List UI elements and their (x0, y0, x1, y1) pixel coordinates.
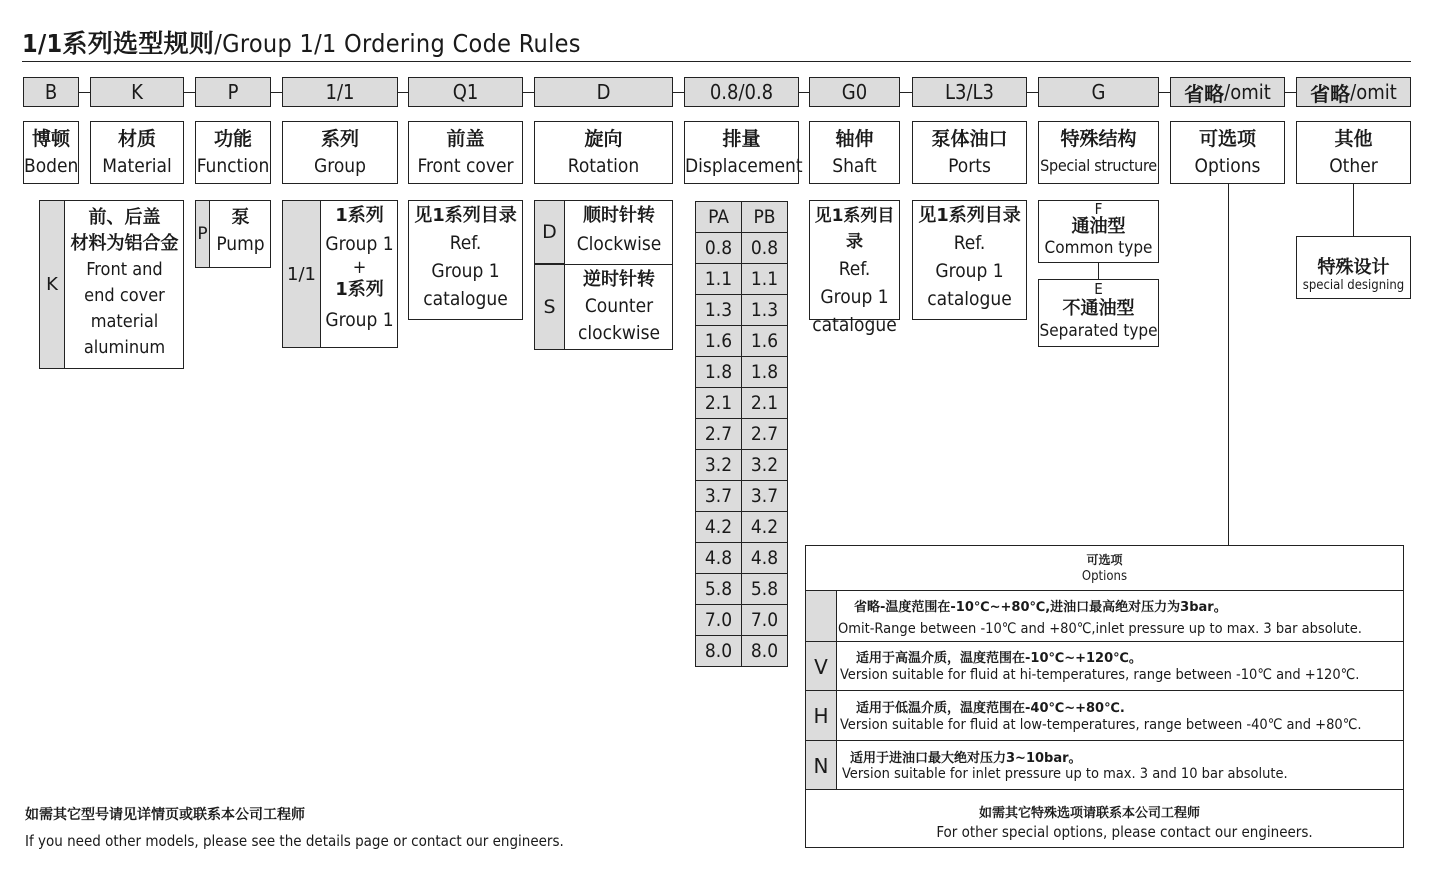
displacement-pb-value: 1.6 (742, 326, 788, 357)
displacement-pa-value: 4.8 (696, 543, 742, 574)
displacement-pb-value: 2.7 (742, 419, 788, 450)
header-shaft (809, 121, 900, 184)
option-zh: 适用于进油口最大绝对压力3~10bar。 (850, 751, 1082, 766)
header-rotation (534, 121, 673, 184)
material-text (66, 205, 183, 361)
shaft-zh: 见1系列目录 (814, 206, 895, 252)
displacement-header-pb: PB (742, 202, 788, 233)
rotation-option-cw (566, 203, 672, 259)
header-zh: 轴伸 (835, 127, 874, 150)
material-en-line: aluminum (83, 337, 166, 358)
front-cover-en-line: Ref. (449, 232, 482, 254)
header-brand (23, 121, 79, 184)
displacement-row (696, 233, 788, 264)
material-en-line: Front and (86, 259, 163, 280)
other-connector (1353, 184, 1354, 236)
displacement-pa-value: 7.0 (696, 605, 742, 636)
options-table (805, 545, 1404, 848)
code-text: 0.8/0.8 (709, 80, 774, 104)
displacement-row (696, 388, 788, 419)
displacement-row (696, 574, 788, 605)
displacement-pa-value: 3.7 (696, 481, 742, 512)
displacement-pb-value: 2.1 (742, 388, 788, 419)
option-zh: 适用于高温介质，温度范围在-10℃~+120℃。 (856, 651, 1142, 666)
header-zh: 功能 (213, 127, 252, 150)
footnote-zh: 如需其它型号请见详情页或联系本公司工程师 (25, 807, 305, 823)
special-en: Separated type (1039, 321, 1158, 341)
group-en-line: Group 1 (325, 309, 394, 331)
displacement-pb-value: 1.1 (742, 264, 788, 295)
options-table-header-en: Options (1081, 569, 1128, 584)
header-special (1038, 121, 1159, 184)
code-box-ports (912, 77, 1027, 107)
options-table-header-zh: 可选项 (1086, 553, 1123, 567)
displacement-row (696, 357, 788, 388)
code-text: D (596, 80, 611, 104)
material-en-line: material (90, 311, 159, 332)
displacement-pb-value: 4.8 (742, 543, 788, 574)
rotation-detail (534, 200, 673, 350)
displacement-row (696, 326, 788, 357)
displacement-row (696, 512, 788, 543)
front-cover-zh: 见1系列目录 (414, 205, 517, 226)
ports-en-line: Ref. (953, 232, 986, 254)
group-detail (282, 200, 398, 348)
header-function (195, 121, 271, 184)
page-title (22, 24, 581, 60)
code-text: B (44, 80, 58, 104)
function-text (211, 205, 270, 257)
code-text-zh: 省略 (1310, 81, 1351, 106)
rotation-zh: 顺时针转 (583, 205, 655, 226)
material-code: K (40, 201, 65, 368)
connector (673, 92, 684, 93)
options-connector (1228, 184, 1229, 545)
displacement-row (696, 419, 788, 450)
code-text: 1/1 (325, 80, 355, 104)
shaft-en-line: catalogue (812, 314, 897, 336)
header-en: Displacement (685, 154, 803, 177)
rotation-zh: 逆时针转 (583, 269, 655, 290)
code-text-en: /omit (1224, 80, 1271, 104)
displacement-pa-value: 1.3 (696, 295, 742, 326)
option-row-h (806, 690, 1403, 741)
connector (1027, 92, 1038, 93)
option-code: V (806, 642, 837, 691)
displacement-pa-value: 4.2 (696, 512, 742, 543)
footnote (25, 804, 564, 850)
header-en: Ports (948, 154, 991, 177)
title-separator: / (214, 29, 223, 58)
header-other (1296, 121, 1411, 184)
code-text: G (1091, 80, 1106, 104)
header-zh: 特殊结构 (1060, 127, 1137, 150)
front-cover-detail (408, 200, 523, 320)
code-text: G0 (841, 80, 868, 104)
displacement-row (696, 605, 788, 636)
rotation-en: Clockwise (576, 233, 662, 255)
material-en-line: end cover (84, 285, 165, 306)
rotation-code-d: D (535, 201, 565, 264)
special-en: Common type (1044, 238, 1153, 258)
code-text: L3/L3 (945, 80, 994, 104)
function-en: Pump (216, 233, 265, 255)
special-option-separated (1038, 279, 1159, 347)
displacement-row (696, 481, 788, 512)
rotation-option-ccw (566, 267, 672, 347)
header-zh: 排量 (722, 127, 761, 150)
displacement-pa-value: 1.6 (696, 326, 742, 357)
displacement-header-pa: PA (696, 202, 742, 233)
group-plus: + (352, 257, 367, 278)
option-code: N (806, 741, 837, 790)
option-en: Version suitable for fluid at low-temperatures, range between -40℃ and +80℃. (840, 717, 1362, 733)
other-detail (1296, 236, 1411, 299)
header-zh: 系列 (320, 127, 359, 150)
header-en: Other (1329, 154, 1378, 177)
option-code: H (806, 691, 837, 741)
option-en: Version suitable for inlet pressure up to max. 3 and 10 bar absolute. (842, 766, 1288, 782)
header-zh: 旋向 (584, 127, 623, 150)
displacement-pb-value: 3.7 (742, 481, 788, 512)
option-en: Version suitable for fluid at hi-temperatures, range between -10℃ and +120℃. (840, 667, 1360, 683)
connector (184, 92, 195, 93)
rotation-en: Counter (584, 295, 654, 317)
header-zh: 可选项 (1198, 127, 1256, 150)
code-box-shaft (809, 77, 900, 107)
group-text (322, 203, 397, 337)
displacement-pb-value: 0.8 (742, 233, 788, 264)
connector (523, 92, 534, 93)
rotation-en: clockwise (577, 322, 661, 344)
code-text: K (131, 80, 143, 104)
header-zh: 前盖 (446, 127, 485, 150)
options-footer-text (806, 806, 1403, 842)
displacement-pa-value: 1.8 (696, 357, 742, 388)
front-cover-en-line: Group 1 (431, 260, 500, 282)
function-code: P (196, 201, 210, 267)
code-box-front-cover (408, 77, 523, 107)
header-en: Boden (24, 154, 79, 177)
options-footer-en: For other special options, please contact our engineers. (936, 823, 1313, 841)
group-en-line: Group 1 (325, 233, 394, 255)
connector (900, 92, 912, 93)
material-detail (39, 200, 184, 369)
special-zh: 不通油型 (1062, 298, 1135, 319)
option-en: Omit-Range between -10℃ and +80℃,inlet pressure up to max. 3 bar absolute. (838, 621, 1362, 637)
code-box-material (90, 77, 184, 107)
header-ports (912, 121, 1027, 184)
header-en: Rotation (567, 154, 640, 177)
ports-zh: 见1系列目录 (918, 205, 1021, 226)
connector (398, 92, 408, 93)
shaft-detail (809, 200, 900, 336)
option-zh: 适用于低温介质，温度范围在-40℃~+80℃. (856, 701, 1125, 716)
special-connector (1098, 263, 1099, 279)
displacement-pb-value: 8.0 (742, 636, 788, 667)
displacement-pb-value: 1.8 (742, 357, 788, 388)
header-zh: 泵体油口 (931, 127, 1008, 150)
other-zh: 特殊设计 (1317, 257, 1390, 278)
code-box-brand (23, 77, 79, 107)
displacement-pa-value: 1.1 (696, 264, 742, 295)
displacement-pb-value: 1.3 (742, 295, 788, 326)
displacement-row (696, 295, 788, 326)
header-displacement (684, 121, 803, 184)
rotation-code-s: S (535, 265, 565, 349)
displacement-row (696, 450, 788, 481)
displacement-pa-value: 2.7 (696, 419, 742, 450)
header-options (1170, 121, 1285, 184)
header-material (90, 121, 184, 184)
code-box-special (1038, 77, 1159, 107)
front-cover-en-line: catalogue (423, 288, 508, 310)
displacement-pa-value: 3.2 (696, 450, 742, 481)
displacement-pa-value: 0.8 (696, 233, 742, 264)
material-zh-line: 前、后盖 (88, 207, 161, 228)
header-zh: 其他 (1334, 127, 1373, 150)
header-en: Options (1194, 154, 1261, 177)
group-code: 1/1 (283, 201, 321, 347)
ports-en-line: Group 1 (935, 260, 1004, 282)
special-code: F (1094, 200, 1103, 218)
code-text: P (227, 80, 239, 104)
header-en: Function (196, 154, 270, 177)
code-box-options (1170, 77, 1285, 107)
displacement-pa-value: 2.1 (696, 388, 742, 419)
options-footer-zh: 如需其它特殊选项请联系本公司工程师 (978, 806, 1200, 821)
connector (271, 92, 282, 93)
special-zh: 通油型 (1071, 216, 1126, 237)
shaft-en-line: Group 1 (820, 286, 889, 308)
displacement-row (696, 543, 788, 574)
footnote-en: If you need other models, please see the details page or contact our engineers. (25, 832, 564, 850)
displacement-table (695, 201, 788, 667)
displacement-pa-value: 5.8 (696, 574, 742, 605)
title-en: Group 1/1 Ordering Code Rules (222, 29, 581, 58)
option-row-v (806, 641, 1403, 691)
group-zh-line: 1系列 (335, 279, 384, 300)
header-zh: 材质 (117, 127, 156, 150)
header-en: Shaft (832, 154, 877, 177)
group-zh-line: 1系列 (335, 205, 384, 226)
header-front-cover (408, 121, 523, 184)
function-detail (195, 200, 271, 268)
ports-en-line: catalogue (927, 288, 1012, 310)
connector (1159, 92, 1170, 93)
options-table-footer (806, 789, 1403, 848)
header-group (282, 121, 398, 184)
code-text-en: /omit (1350, 80, 1397, 104)
options-table-header (806, 552, 1403, 586)
option-code (806, 591, 837, 642)
function-zh: 泵 (231, 207, 250, 228)
header-en: Front cover (417, 154, 514, 177)
displacement-pa-value: 8.0 (696, 636, 742, 667)
special-option-common (1038, 200, 1159, 263)
title-zh: 1/1系列选型规则 (22, 29, 215, 58)
shaft-en-line: Ref. (838, 258, 871, 280)
title-divider (22, 61, 1411, 62)
material-zh-line: 材料为铝合金 (70, 233, 179, 254)
header-en: Material (102, 154, 172, 177)
header-en: Special structure (1040, 155, 1157, 175)
displacement-row (696, 264, 788, 295)
code-box-group (282, 77, 398, 107)
code-box-other (1296, 77, 1411, 107)
special-code: E (1094, 280, 1103, 298)
displacement-pb-value: 4.2 (742, 512, 788, 543)
header-zh: 博顿 (31, 127, 70, 150)
displacement-pb-value: 5.8 (742, 574, 788, 605)
connector (1285, 92, 1296, 93)
code-box-rotation (534, 77, 673, 107)
connector (799, 92, 809, 93)
code-box-function (195, 77, 271, 107)
other-en: special designing (1302, 278, 1405, 293)
option-zh: 省略-温度范围在-10℃~+80℃,进油口最高绝对压力为3bar。 (854, 600, 1227, 615)
displacement-pb-value: 3.2 (742, 450, 788, 481)
code-box-displacement (684, 77, 799, 107)
option-row-omit (806, 590, 1403, 642)
ports-detail (912, 200, 1027, 320)
connector (79, 92, 90, 93)
header-en: Group (314, 154, 366, 177)
displacement-row (696, 636, 788, 667)
displacement-pb-value: 7.0 (742, 605, 788, 636)
option-row-n (806, 740, 1403, 790)
code-text: Q1 (452, 80, 479, 104)
displacement-header-row (696, 202, 788, 233)
code-text-zh: 省略 (1184, 81, 1225, 106)
